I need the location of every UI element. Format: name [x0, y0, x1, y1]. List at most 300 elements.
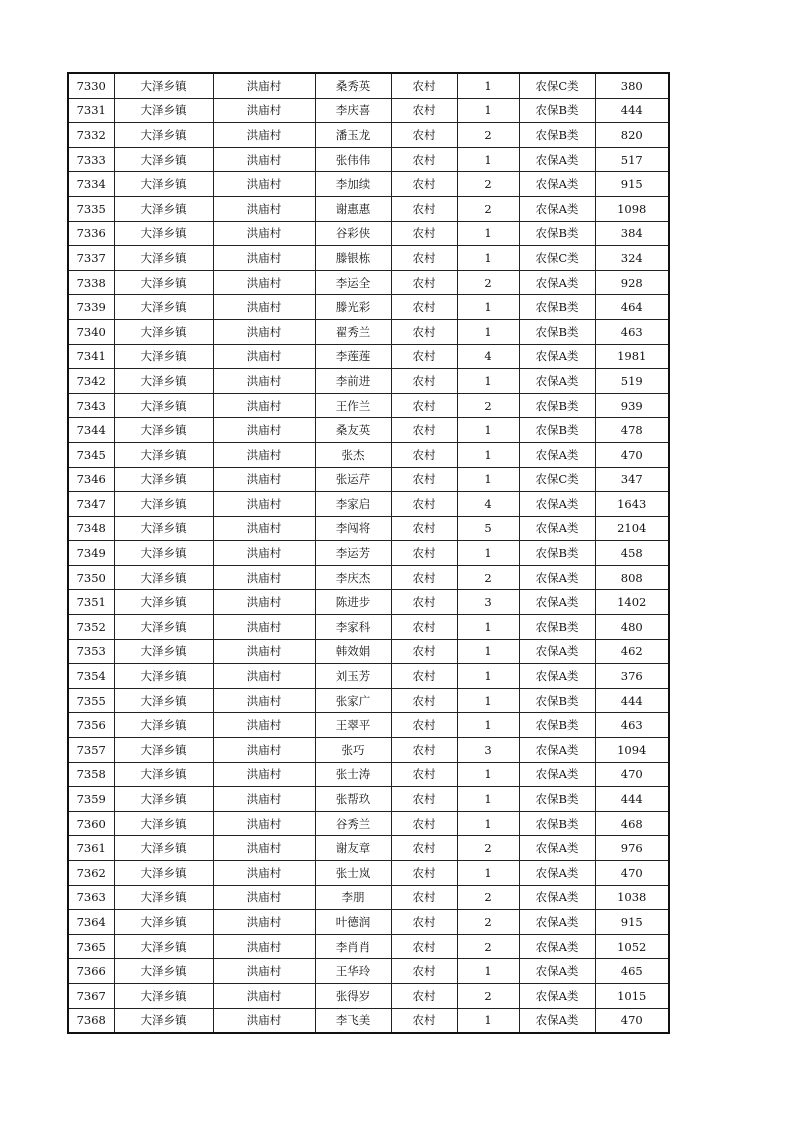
table-row — [68, 762, 669, 787]
amount-cell: 380 — [595, 73, 669, 98]
township-cell: 大泽乡镇 — [114, 492, 213, 517]
insurance-category-cell: 农保A类 — [519, 910, 595, 935]
amount-cell: 468 — [595, 811, 669, 836]
member-count-cell: 1 — [457, 762, 519, 787]
table-row — [68, 221, 669, 246]
name-cell: 张帮玖 — [315, 787, 391, 812]
household-type-cell: 农村 — [391, 172, 457, 197]
member-count-cell: 1 — [457, 861, 519, 886]
village-cell: 洪庙村 — [213, 910, 315, 935]
amount-cell: 976 — [595, 836, 669, 861]
village-cell: 洪庙村 — [213, 123, 315, 148]
name-cell: 谷彩侠 — [315, 221, 391, 246]
township-cell: 大泽乡镇 — [114, 221, 213, 246]
member-count-cell: 2 — [457, 172, 519, 197]
serial-number-cell: 7351 — [68, 590, 114, 615]
serial-number-cell: 7334 — [68, 172, 114, 197]
insurance-category-cell: 农保A类 — [519, 836, 595, 861]
household-type-cell: 农村 — [391, 541, 457, 566]
household-type-cell: 农村 — [391, 590, 457, 615]
table-row — [68, 688, 669, 713]
insurance-category-cell: 农保A类 — [519, 738, 595, 763]
insurance-category-cell: 农保A类 — [519, 369, 595, 394]
insurance-category-cell: 农保A类 — [519, 639, 595, 664]
village-cell: 洪庙村 — [213, 688, 315, 713]
serial-number-cell: 7335 — [68, 196, 114, 221]
village-cell: 洪庙村 — [213, 418, 315, 443]
table-row — [68, 344, 669, 369]
name-cell: 滕银栋 — [315, 246, 391, 271]
serial-number-cell: 7344 — [68, 418, 114, 443]
table-row — [68, 959, 669, 984]
serial-number-cell: 7352 — [68, 615, 114, 640]
household-type-cell: 农村 — [391, 369, 457, 394]
township-cell: 大泽乡镇 — [114, 319, 213, 344]
amount-cell: 1981 — [595, 344, 669, 369]
amount-cell: 939 — [595, 393, 669, 418]
household-type-cell: 农村 — [391, 983, 457, 1008]
household-type-cell: 农村 — [391, 295, 457, 320]
member-count-cell: 1 — [457, 541, 519, 566]
village-cell: 洪庙村 — [213, 541, 315, 566]
township-cell: 大泽乡镇 — [114, 98, 213, 123]
village-cell: 洪庙村 — [213, 590, 315, 615]
member-count-cell: 1 — [457, 221, 519, 246]
name-cell: 李庆杰 — [315, 565, 391, 590]
member-count-cell: 1 — [457, 787, 519, 812]
amount-cell: 1402 — [595, 590, 669, 615]
insurance-category-cell: 农保B类 — [519, 98, 595, 123]
name-cell: 李肖肖 — [315, 934, 391, 959]
member-count-cell: 1 — [457, 147, 519, 172]
household-type-cell: 农村 — [391, 147, 457, 172]
insurance-category-cell: 农保A类 — [519, 934, 595, 959]
serial-number-cell: 7366 — [68, 959, 114, 984]
household-type-cell: 农村 — [391, 1008, 457, 1033]
township-cell: 大泽乡镇 — [114, 1008, 213, 1033]
insurance-category-cell: 农保A类 — [519, 516, 595, 541]
amount-cell: 465 — [595, 959, 669, 984]
amount-cell: 820 — [595, 123, 669, 148]
table-row — [68, 811, 669, 836]
township-cell: 大泽乡镇 — [114, 934, 213, 959]
name-cell: 桑秀英 — [315, 73, 391, 98]
insurance-category-cell: 农保B类 — [519, 295, 595, 320]
village-cell: 洪庙村 — [213, 787, 315, 812]
household-type-cell: 农村 — [391, 393, 457, 418]
member-count-cell: 5 — [457, 516, 519, 541]
table-row — [68, 787, 669, 812]
township-cell: 大泽乡镇 — [114, 811, 213, 836]
village-cell: 洪庙村 — [213, 467, 315, 492]
name-cell: 陈进步 — [315, 590, 391, 615]
name-cell: 李加续 — [315, 172, 391, 197]
insurance-category-cell: 农保B类 — [519, 123, 595, 148]
township-cell: 大泽乡镇 — [114, 393, 213, 418]
serial-number-cell: 7367 — [68, 983, 114, 1008]
household-type-cell: 农村 — [391, 836, 457, 861]
amount-cell: 1094 — [595, 738, 669, 763]
amount-cell: 2104 — [595, 516, 669, 541]
member-count-cell: 1 — [457, 418, 519, 443]
table-row — [68, 319, 669, 344]
insurance-category-cell: 农保C类 — [519, 73, 595, 98]
amount-cell: 1052 — [595, 934, 669, 959]
insurance-category-cell: 农保B类 — [519, 811, 595, 836]
serial-number-cell: 7362 — [68, 861, 114, 886]
name-cell: 王华玲 — [315, 959, 391, 984]
household-type-cell: 农村 — [391, 811, 457, 836]
township-cell: 大泽乡镇 — [114, 147, 213, 172]
household-type-cell: 农村 — [391, 221, 457, 246]
village-cell: 洪庙村 — [213, 295, 315, 320]
member-count-cell: 1 — [457, 319, 519, 344]
name-cell: 张巧 — [315, 738, 391, 763]
insurance-category-cell: 农保A类 — [519, 344, 595, 369]
name-cell: 张杰 — [315, 442, 391, 467]
serial-number-cell: 7337 — [68, 246, 114, 271]
insurance-category-cell: 农保C类 — [519, 467, 595, 492]
township-cell: 大泽乡镇 — [114, 713, 213, 738]
serial-number-cell: 7332 — [68, 123, 114, 148]
household-type-cell: 农村 — [391, 639, 457, 664]
amount-cell: 808 — [595, 565, 669, 590]
amount-cell: 376 — [595, 664, 669, 689]
insurance-category-cell: 农保B类 — [519, 787, 595, 812]
table-row — [68, 295, 669, 320]
serial-number-cell: 7358 — [68, 762, 114, 787]
village-cell: 洪庙村 — [213, 738, 315, 763]
insurance-category-cell: 农保B类 — [519, 221, 595, 246]
table-row — [68, 418, 669, 443]
amount-cell: 915 — [595, 910, 669, 935]
village-cell: 洪庙村 — [213, 762, 315, 787]
amount-cell: 444 — [595, 787, 669, 812]
table-row — [68, 590, 669, 615]
household-type-cell: 农村 — [391, 959, 457, 984]
village-cell: 洪庙村 — [213, 664, 315, 689]
amount-cell: 324 — [595, 246, 669, 271]
township-cell: 大泽乡镇 — [114, 270, 213, 295]
member-count-cell: 2 — [457, 885, 519, 910]
name-cell: 李朋 — [315, 885, 391, 910]
village-cell: 洪庙村 — [213, 934, 315, 959]
insurance-category-cell: 农保A类 — [519, 565, 595, 590]
amount-cell: 384 — [595, 221, 669, 246]
township-cell: 大泽乡镇 — [114, 885, 213, 910]
township-cell: 大泽乡镇 — [114, 172, 213, 197]
insurance-category-cell: 农保B类 — [519, 418, 595, 443]
township-cell: 大泽乡镇 — [114, 344, 213, 369]
member-count-cell: 1 — [457, 98, 519, 123]
member-count-cell: 3 — [457, 590, 519, 615]
household-type-cell: 农村 — [391, 615, 457, 640]
serial-number-cell: 7354 — [68, 664, 114, 689]
serial-number-cell: 7340 — [68, 319, 114, 344]
amount-cell: 462 — [595, 639, 669, 664]
village-cell: 洪庙村 — [213, 959, 315, 984]
amount-cell: 915 — [595, 172, 669, 197]
township-cell: 大泽乡镇 — [114, 738, 213, 763]
table-body — [68, 73, 669, 1033]
insurance-category-cell: 农保A类 — [519, 172, 595, 197]
household-type-cell: 农村 — [391, 762, 457, 787]
insurance-category-cell: 农保A类 — [519, 762, 595, 787]
village-cell: 洪庙村 — [213, 885, 315, 910]
member-count-cell: 3 — [457, 738, 519, 763]
data-table — [67, 72, 670, 1034]
village-cell: 洪庙村 — [213, 492, 315, 517]
member-count-cell: 4 — [457, 492, 519, 517]
table-row — [68, 983, 669, 1008]
table-row — [68, 639, 669, 664]
amount-cell: 517 — [595, 147, 669, 172]
serial-number-cell: 7363 — [68, 885, 114, 910]
township-cell: 大泽乡镇 — [114, 664, 213, 689]
serial-number-cell: 7356 — [68, 713, 114, 738]
amount-cell: 480 — [595, 615, 669, 640]
village-cell: 洪庙村 — [213, 369, 315, 394]
township-cell: 大泽乡镇 — [114, 295, 213, 320]
name-cell: 李运芳 — [315, 541, 391, 566]
name-cell: 张伟伟 — [315, 147, 391, 172]
table-row — [68, 565, 669, 590]
amount-cell: 478 — [595, 418, 669, 443]
township-cell: 大泽乡镇 — [114, 983, 213, 1008]
member-count-cell: 1 — [457, 246, 519, 271]
amount-cell: 470 — [595, 762, 669, 787]
household-type-cell: 农村 — [391, 885, 457, 910]
village-cell: 洪庙村 — [213, 172, 315, 197]
name-cell: 潘玉龙 — [315, 123, 391, 148]
household-type-cell: 农村 — [391, 442, 457, 467]
household-type-cell: 农村 — [391, 565, 457, 590]
name-cell: 李运全 — [315, 270, 391, 295]
village-cell: 洪庙村 — [213, 1008, 315, 1033]
village-cell: 洪庙村 — [213, 516, 315, 541]
table-row — [68, 369, 669, 394]
serial-number-cell: 7349 — [68, 541, 114, 566]
township-cell: 大泽乡镇 — [114, 123, 213, 148]
village-cell: 洪庙村 — [213, 270, 315, 295]
amount-cell: 463 — [595, 713, 669, 738]
name-cell: 张运芹 — [315, 467, 391, 492]
serial-number-cell: 7336 — [68, 221, 114, 246]
name-cell: 叶德润 — [315, 910, 391, 935]
serial-number-cell: 7360 — [68, 811, 114, 836]
name-cell: 张士涛 — [315, 762, 391, 787]
township-cell: 大泽乡镇 — [114, 246, 213, 271]
table-row — [68, 172, 669, 197]
amount-cell: 928 — [595, 270, 669, 295]
name-cell: 谢友章 — [315, 836, 391, 861]
township-cell: 大泽乡镇 — [114, 861, 213, 886]
village-cell: 洪庙村 — [213, 221, 315, 246]
member-count-cell: 1 — [457, 442, 519, 467]
member-count-cell: 2 — [457, 393, 519, 418]
serial-number-cell: 7355 — [68, 688, 114, 713]
insurance-category-cell: 农保C类 — [519, 246, 595, 271]
member-count-cell: 2 — [457, 934, 519, 959]
village-cell: 洪庙村 — [213, 442, 315, 467]
township-cell: 大泽乡镇 — [114, 541, 213, 566]
village-cell: 洪庙村 — [213, 344, 315, 369]
township-cell: 大泽乡镇 — [114, 196, 213, 221]
name-cell: 刘玉芳 — [315, 664, 391, 689]
member-count-cell: 1 — [457, 959, 519, 984]
serial-number-cell: 7357 — [68, 738, 114, 763]
township-cell: 大泽乡镇 — [114, 369, 213, 394]
insurance-category-cell: 农保B类 — [519, 319, 595, 344]
insurance-category-cell: 农保A类 — [519, 664, 595, 689]
name-cell: 王作兰 — [315, 393, 391, 418]
serial-number-cell: 7338 — [68, 270, 114, 295]
name-cell: 王翠平 — [315, 713, 391, 738]
member-count-cell: 1 — [457, 713, 519, 738]
member-count-cell: 2 — [457, 270, 519, 295]
village-cell: 洪庙村 — [213, 615, 315, 640]
insurance-category-cell: 农保A类 — [519, 959, 595, 984]
table-row — [68, 492, 669, 517]
insurance-category-cell: 农保A类 — [519, 983, 595, 1008]
name-cell: 李飞美 — [315, 1008, 391, 1033]
serial-number-cell: 7347 — [68, 492, 114, 517]
household-type-cell: 农村 — [391, 664, 457, 689]
amount-cell: 1098 — [595, 196, 669, 221]
amount-cell: 470 — [595, 442, 669, 467]
insurance-category-cell: 农保A类 — [519, 196, 595, 221]
serial-number-cell: 7353 — [68, 639, 114, 664]
serial-number-cell: 7341 — [68, 344, 114, 369]
member-count-cell: 1 — [457, 467, 519, 492]
member-count-cell: 4 — [457, 344, 519, 369]
table-row — [68, 934, 669, 959]
insurance-category-cell: 农保A类 — [519, 1008, 595, 1033]
table-row — [68, 516, 669, 541]
insurance-category-cell: 农保A类 — [519, 270, 595, 295]
household-type-cell: 农村 — [391, 713, 457, 738]
member-count-cell: 1 — [457, 295, 519, 320]
township-cell: 大泽乡镇 — [114, 762, 213, 787]
village-cell: 洪庙村 — [213, 98, 315, 123]
name-cell: 桑友英 — [315, 418, 391, 443]
household-type-cell: 农村 — [391, 98, 457, 123]
table-row — [68, 393, 669, 418]
household-type-cell: 农村 — [391, 73, 457, 98]
table-row — [68, 738, 669, 763]
insurance-category-cell: 农保B类 — [519, 688, 595, 713]
household-type-cell: 农村 — [391, 688, 457, 713]
household-type-cell: 农村 — [391, 246, 457, 271]
name-cell: 张士岚 — [315, 861, 391, 886]
table-row — [68, 1008, 669, 1033]
member-count-cell: 2 — [457, 910, 519, 935]
name-cell: 李家科 — [315, 615, 391, 640]
village-cell: 洪庙村 — [213, 196, 315, 221]
table-row — [68, 713, 669, 738]
insurance-category-cell: 农保A类 — [519, 590, 595, 615]
insurance-category-cell: 农保B类 — [519, 393, 595, 418]
village-cell: 洪庙村 — [213, 246, 315, 271]
serial-number-cell: 7330 — [68, 73, 114, 98]
household-type-cell: 农村 — [391, 910, 457, 935]
name-cell: 翟秀兰 — [315, 319, 391, 344]
serial-number-cell: 7364 — [68, 910, 114, 935]
township-cell: 大泽乡镇 — [114, 910, 213, 935]
township-cell: 大泽乡镇 — [114, 73, 213, 98]
township-cell: 大泽乡镇 — [114, 836, 213, 861]
name-cell: 李前进 — [315, 369, 391, 394]
serial-number-cell: 7333 — [68, 147, 114, 172]
household-type-cell: 农村 — [391, 123, 457, 148]
household-type-cell: 农村 — [391, 418, 457, 443]
serial-number-cell: 7342 — [68, 369, 114, 394]
table-row — [68, 664, 669, 689]
table-row — [68, 73, 669, 98]
serial-number-cell: 7346 — [68, 467, 114, 492]
member-count-cell: 1 — [457, 688, 519, 713]
member-count-cell: 2 — [457, 836, 519, 861]
member-count-cell: 2 — [457, 196, 519, 221]
household-type-cell: 农村 — [391, 467, 457, 492]
table-row — [68, 836, 669, 861]
township-cell: 大泽乡镇 — [114, 565, 213, 590]
name-cell: 谢惠惠 — [315, 196, 391, 221]
serial-number-cell: 7345 — [68, 442, 114, 467]
village-cell: 洪庙村 — [213, 565, 315, 590]
insurance-category-cell: 农保A类 — [519, 885, 595, 910]
household-type-cell: 农村 — [391, 270, 457, 295]
name-cell: 张家广 — [315, 688, 391, 713]
amount-cell: 1038 — [595, 885, 669, 910]
amount-cell: 463 — [595, 319, 669, 344]
household-type-cell: 农村 — [391, 516, 457, 541]
name-cell: 李家启 — [315, 492, 391, 517]
name-cell: 韩效娟 — [315, 639, 391, 664]
serial-number-cell: 7348 — [68, 516, 114, 541]
name-cell: 李庆喜 — [315, 98, 391, 123]
amount-cell: 470 — [595, 1008, 669, 1033]
member-count-cell: 1 — [457, 73, 519, 98]
name-cell: 李莲莲 — [315, 344, 391, 369]
table-row — [68, 615, 669, 640]
member-count-cell: 1 — [457, 369, 519, 394]
table-row — [68, 196, 669, 221]
table-row — [68, 861, 669, 886]
amount-cell: 444 — [595, 688, 669, 713]
serial-number-cell: 7350 — [68, 565, 114, 590]
table-row — [68, 246, 669, 271]
member-count-cell: 1 — [457, 639, 519, 664]
serial-number-cell: 7343 — [68, 393, 114, 418]
amount-cell: 347 — [595, 467, 669, 492]
insurance-category-cell: 农保B类 — [519, 713, 595, 738]
village-cell: 洪庙村 — [213, 393, 315, 418]
member-count-cell: 1 — [457, 615, 519, 640]
amount-cell: 458 — [595, 541, 669, 566]
serial-number-cell: 7339 — [68, 295, 114, 320]
household-type-cell: 农村 — [391, 738, 457, 763]
name-cell: 张得岁 — [315, 983, 391, 1008]
household-type-cell: 农村 — [391, 492, 457, 517]
township-cell: 大泽乡镇 — [114, 418, 213, 443]
village-cell: 洪庙村 — [213, 861, 315, 886]
member-count-cell: 2 — [457, 123, 519, 148]
table-row — [68, 442, 669, 467]
insurance-category-cell: 农保B类 — [519, 615, 595, 640]
name-cell: 谷秀兰 — [315, 811, 391, 836]
amount-cell: 519 — [595, 369, 669, 394]
